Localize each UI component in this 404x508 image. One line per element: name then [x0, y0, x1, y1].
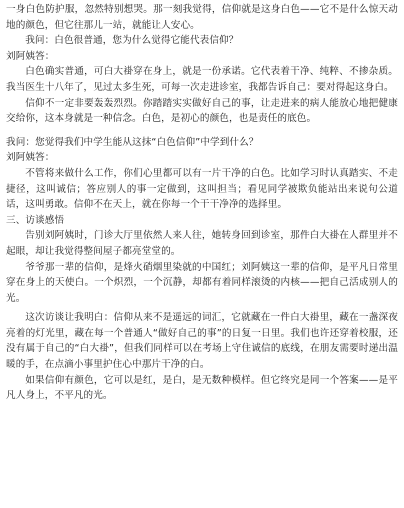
paragraph: 我问：白色很普通，您为什么觉得它能代表信仰？	[25, 35, 239, 47]
paragraph: 告别刘阿姨时，门诊大厅里依然人来人往，她转身回到诊室，那件白大褂在人群里并不起眼，却让我觉得整间屋子都亮堂堂的。	[6, 230, 398, 257]
paragraph: 一身白色防护服，忽然特别想哭。那一刻我觉得，信仰就是这身白色——它不是什么惊天动地的颜色，但它往那儿一站，就能让人安心。	[6, 4, 398, 31]
paragraph: 爷爷那一辈的信仰，是烽火硝烟里染就的中国红；刘阿姨这一辈的信仰，是平凡日常里穿在身上的天使白。一个炽烈，一个沉静，却都有着同样滚烫的内核——把自己活成别人的光。	[6, 261, 398, 304]
paragraph: 信仰不一定非要轰轰烈烈。你踏踏实实做好自己的事，让走进来的病人能放心地把健康交给你，这本身就是一种信念。白色，是初心的颜色，也是责任的底色。	[6, 97, 398, 125]
section-heading: 三、访谈感悟	[6, 214, 65, 226]
paragraph: 我问：您觉得我们中学生能从这抹“白色信仰”中学到什么？	[6, 136, 259, 148]
paragraph: 刘阿姨答：	[6, 152, 55, 164]
paragraph: 不管将来做什么工作，你们心里都可以有一片干净的白色。比如学习时认真踏实、不走捷径，这叫诚信；答应别人的事一定做到，这叫担当；看见同学被欺负能站出来说句公道话，这叫勇敢。信仰不在天上，就在你每一个干干净净的选择里。	[6, 167, 398, 211]
paragraph: 这次访谈让我明白：信仰从来不是遥远的词汇，它就藏在一件白大褂里，藏在一盏深夜亮着的灯光里，藏在每一个普通人“做好自己的事”的日复一日里。我们也许还穿着校服，还没有属于自己的“白大褂”，但我们同样可以在考场上守住诚信的底线，在朋友需要时递出温暖的手，在点滴小事里护住心中那片干净的白。	[6, 312, 398, 371]
paragraph: 如果信仰有颜色，它可以是红，是白，是无数种模样。但它终究是同一个答案——是平凡人身上，不平凡的光。	[6, 374, 398, 402]
paragraph: 白色确实普通，可白大褂穿在身上，就是一份承诺。它代表着干净、纯粹、不掺杂质。我当医生十八年了，见过太多生死，可每一次走进诊室，我都告诉自己：要对得起这身白。	[6, 66, 398, 93]
paragraph: 刘阿姨答：	[6, 50, 55, 62]
